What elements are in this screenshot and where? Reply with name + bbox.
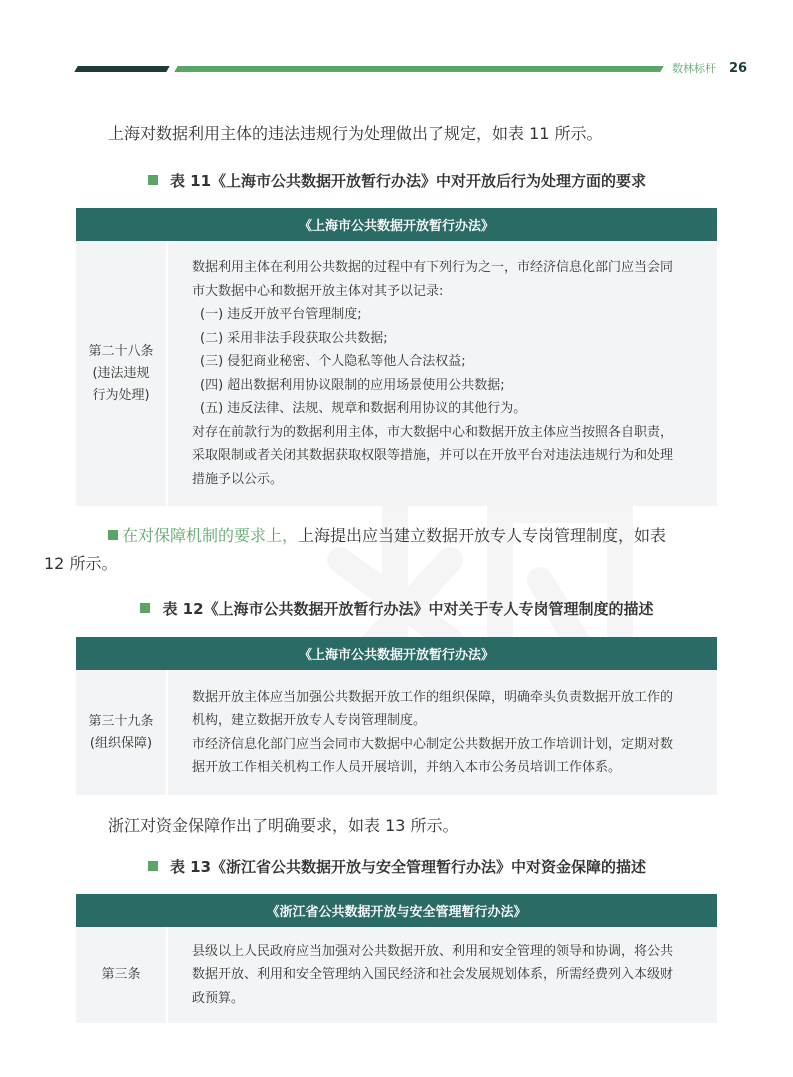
table11-caption-text: 表 11《上海市公共数据开放暂行办法》中对开放后行为处理方面的要求 [169,172,647,190]
table13-header: 《浙江省公共数据开放与安全管理暂行办法》 [76,894,717,927]
table13-caption [76,856,718,878]
page-number: 26 [729,61,748,76]
table11-line: 市大数据中心和数据开放主体对其予以记录: [192,283,444,299]
table11-line: 采取限制或者关闭其数据获取权限等措施，并可以在开放平台对违法违规行为和处理 [192,448,674,463]
paragraph-zhejiang-funding: 浙江对资金保障作出了明确要求，如表 13 所示。 [108,816,459,835]
table12-body [167,670,717,795]
green-square-bullet [148,861,158,871]
table11-article-line: 第二十八条 [88,343,154,359]
table12-caption [76,598,718,620]
table11-header: 《上海市公共数据开放暂行办法》 [76,208,717,241]
table12-header: 《上海市公共数据开放暂行办法》 [76,637,717,670]
paragraph-highlight: 在对保障机制的要求上， [122,526,299,545]
header-bar-green-segment [174,66,663,72]
header-bar-dark-segment [74,66,169,72]
table13-article [76,927,167,1023]
table12-caption-text: 表 12《上海市公共数据开放暂行办法》中对关于专人专岗管理制度的描述 [162,600,654,618]
table12-article [76,670,167,795]
paragraph-shanghai-staffing [44,522,718,578]
table11-line: (二) 采用非法手段获取公共数据; [200,330,388,346]
green-square-bullet [108,530,118,540]
paragraph-text-line2: 12 所示。 [44,554,118,573]
paragraph-text: 上海提出应当建立数据开放专人专岗管理制度，如表 [298,526,667,545]
table12-article-line: (组织保障) [89,735,153,751]
table12-line: 机构，建立数据开放专人专岗管理制度。 [192,713,427,728]
table13-article-line: 第三条 [101,967,141,982]
table11-line: 数据利用主体在利用公共数据的过程中有下列行为之一，市经济信息化部门应当会同 [192,260,674,275]
table12 [76,637,717,795]
green-square-bullet [148,175,158,185]
table11-body [167,241,717,506]
table11-article-line: (违法违规 [92,365,150,381]
table11-line: (三) 侵犯商业秘密、个人隐私等他人合法权益; [200,354,466,369]
table12-line: 据开放工作相关机构工作人员开展培训，并纳入本市公务员培训工作体系。 [192,760,622,775]
table11-article [76,241,167,506]
table11-line: 对存在前款行为的数据利用主体，市大数据中心和数据开放主体应当按照各自职责， [192,424,674,440]
table13 [76,894,717,1023]
running-title: 数林标杆 [672,62,716,75]
table12-article-line: 第三十九条 [88,713,154,729]
table11 [76,208,717,506]
paragraph-shanghai-violations: 上海对数据利用主体的违法违规行为处理做出了规定，如表 11 所示。 [108,124,603,143]
green-square-bullet [140,603,150,613]
table13-line: 政预算。 [192,990,245,1006]
table11-caption [76,170,718,192]
table11-article-line: 行为处理) [92,387,150,403]
table13-body [167,927,717,1023]
table13-line: 数据开放、利用和安全管理纳入国民经济和社会发展规划体系，所需经费列入本级财 [192,967,674,983]
table11-line: (一) 违反开放平台管理制度; [200,307,362,322]
table12-line: 市经济信息化部门应当会同市大数据中心制定公共数据开放工作培训计划，定期对数 [192,736,674,752]
table13-caption-text: 表 13《浙江省公共数据开放与安全管理暂行办法》中对资金保障的描述 [169,858,647,876]
table11-line: (四) 超出数据利用协议限制的应用场景使用公共数据; [200,377,505,393]
table11-line: (五) 违反法律、法规、规章和数据利用协议的其他行为。 [200,401,527,416]
table11-line: 措施予以公示。 [192,471,284,487]
table13-line: 县级以上人民政府应当加强对公共数据开放、利用和安全管理的领导和协调，将公共 [192,943,674,959]
table12-line: 数据开放主体应当加强公共数据开放工作的组织保障，明确牵头负责数据开放工作的 [192,689,674,705]
